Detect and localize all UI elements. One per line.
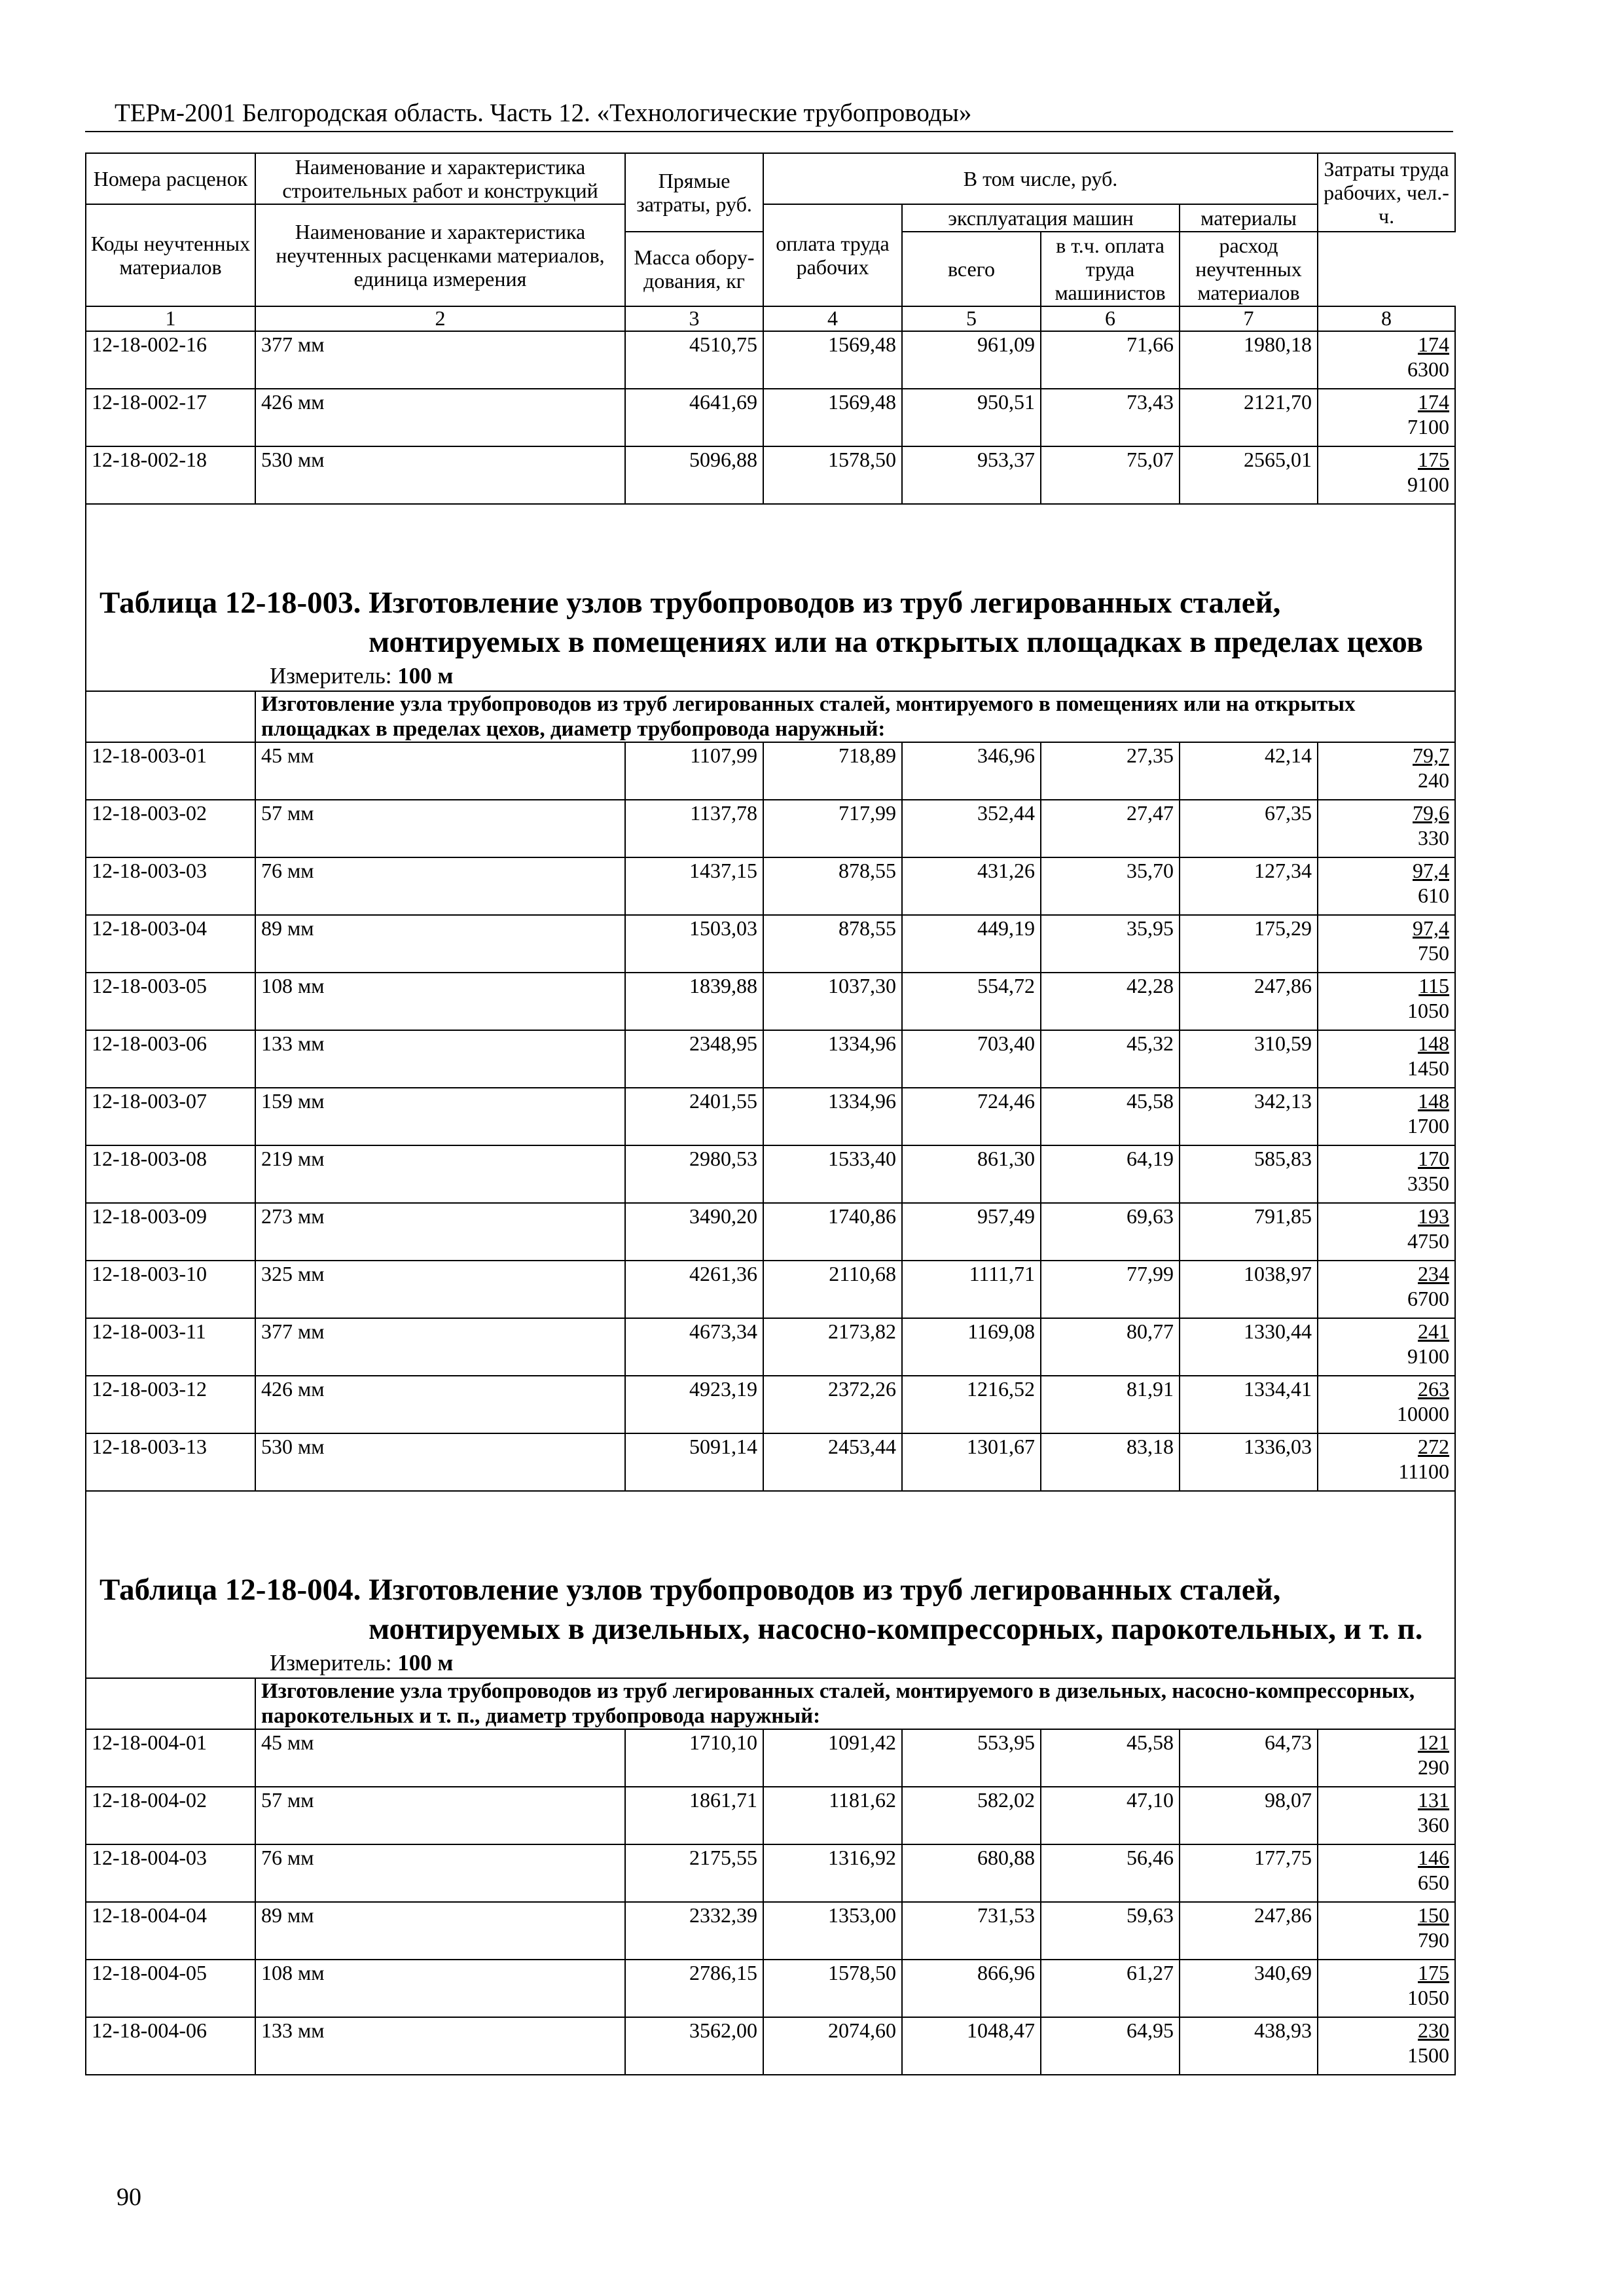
header-row-1	[86, 153, 1455, 204]
rate-name: 219 мм	[255, 1145, 625, 1203]
operator-labor-cost: 59,63	[1041, 1902, 1180, 1960]
labor-hours-mass-cell	[1318, 1318, 1455, 1376]
materials-cost: 340,69	[1180, 1960, 1318, 2017]
rate-code: 12-18-004-02	[86, 1787, 255, 1844]
rate-code: 12-18-003-06	[86, 1030, 255, 1088]
labor-hours: 175	[1418, 448, 1450, 471]
equipment-mass: 1050	[1407, 1986, 1450, 2009]
operator-labor-cost: 80,77	[1041, 1318, 1180, 1376]
labor-hours: 175	[1418, 1961, 1450, 1984]
labor-hours-mass-cell	[1318, 1787, 1455, 1844]
labor-cost: 1578,50	[763, 1960, 902, 2017]
labor-hours: 97,4	[1413, 916, 1450, 940]
rate-code: 12-18-003-12	[86, 1376, 255, 1433]
equipment-mass: 10000	[1397, 1402, 1450, 1426]
rate-code: 12-18-004-05	[86, 1960, 255, 2017]
equipment-mass: 1700	[1407, 1114, 1450, 1138]
running-head: ТЕРм-2001 Белгородская область. Часть 12. «Технологические трубопроводы»	[115, 99, 972, 127]
hdr-col6: в т.ч. оплата труда машинистов	[1041, 232, 1180, 306]
labor-hours: 170	[1418, 1147, 1450, 1170]
labor-cost: 2173,82	[763, 1318, 902, 1376]
labor-cost: 1578,50	[763, 446, 902, 504]
direct-cost: 1107,99	[625, 742, 763, 800]
labor-hours-mass-cell	[1318, 1729, 1455, 1787]
labor-cost: 1334,96	[763, 1030, 902, 1088]
materials-cost: 438,93	[1180, 2017, 1318, 2075]
labor-hours: 241	[1418, 1319, 1450, 1343]
rate-code: 12-18-003-09	[86, 1203, 255, 1261]
table-row	[86, 446, 1455, 504]
machine-cost: 703,40	[902, 1030, 1041, 1088]
equipment-mass: 11100	[1398, 1460, 1450, 1483]
labor-hours-mass-cell	[1318, 915, 1455, 973]
direct-cost: 2980,53	[625, 1145, 763, 1203]
operator-labor-cost: 64,95	[1041, 2017, 1180, 2075]
column-number-row	[86, 306, 1455, 331]
labor-cost: 2372,26	[763, 1376, 902, 1433]
labor-cost: 2110,68	[763, 1261, 902, 1318]
rate-name: 426 мм	[255, 389, 625, 446]
machine-cost: 1111,71	[902, 1261, 1041, 1318]
equipment-mass: 360	[1418, 1813, 1450, 1837]
subheader-empty	[86, 1678, 255, 1729]
equipment-mass: 4750	[1407, 1229, 1450, 1253]
table-row	[86, 389, 1455, 446]
table-row	[86, 1030, 1455, 1088]
materials-cost: 791,85	[1180, 1203, 1318, 1261]
operator-labor-cost: 75,07	[1041, 446, 1180, 504]
table-title-row	[86, 1491, 1455, 1678]
labor-hours-mass-cell	[1318, 331, 1455, 389]
direct-cost: 2348,95	[625, 1030, 763, 1088]
hdr-col8-top: Затраты труда рабочих, чел.-ч.	[1318, 153, 1455, 232]
materials-cost: 64,73	[1180, 1729, 1318, 1787]
labor-hours: 97,4	[1413, 859, 1450, 882]
operator-labor-cost: 77,99	[1041, 1261, 1180, 1318]
equipment-mass: 3350	[1407, 1172, 1450, 1195]
materials-cost: 98,07	[1180, 1787, 1318, 1844]
operator-labor-cost: 47,10	[1041, 1787, 1180, 1844]
rate-name: 76 мм	[255, 857, 625, 915]
direct-cost: 4510,75	[625, 331, 763, 389]
equipment-mass: 7100	[1407, 415, 1450, 439]
table-row	[86, 331, 1455, 389]
col-number: 8	[1318, 306, 1455, 331]
direct-cost: 5091,14	[625, 1433, 763, 1491]
labor-hours-mass-cell	[1318, 1844, 1455, 1902]
equipment-mass: 6700	[1407, 1287, 1450, 1310]
materials-cost: 247,86	[1180, 973, 1318, 1030]
rate-name: 76 мм	[255, 1844, 625, 1902]
direct-cost: 4923,19	[625, 1376, 763, 1433]
labor-hours-mass-cell	[1318, 1433, 1455, 1491]
header-row-2	[86, 204, 1455, 232]
labor-cost: 1353,00	[763, 1902, 902, 1960]
measure-value: 100 м	[397, 663, 454, 689]
labor-hours: 148	[1418, 1089, 1450, 1113]
machine-cost: 582,02	[902, 1787, 1041, 1844]
table-title	[86, 1570, 1454, 1649]
hdr-col2-bottom: Наименование и характеристика неучтенных расценками материалов, единица измерения	[255, 204, 625, 306]
labor-cost: 1569,48	[763, 389, 902, 446]
rate-code: 12-18-003-03	[86, 857, 255, 915]
rate-code: 12-18-002-18	[86, 446, 255, 504]
col-number: 1	[86, 306, 255, 331]
rate-code: 12-18-003-07	[86, 1088, 255, 1145]
direct-cost: 3562,00	[625, 2017, 763, 2075]
table-row	[86, 1376, 1455, 1433]
labor-hours: 131	[1418, 1788, 1450, 1812]
labor-hours: 234	[1418, 1262, 1450, 1285]
hdr-col8-bottom: Масса обору-дования, кг	[625, 232, 763, 306]
materials-cost: 1980,18	[1180, 331, 1318, 389]
materials-cost: 67,35	[1180, 800, 1318, 857]
labor-cost: 1037,30	[763, 973, 902, 1030]
direct-cost: 5096,88	[625, 446, 763, 504]
machine-cost: 950,51	[902, 389, 1041, 446]
measure	[86, 1649, 1454, 1677]
direct-cost: 2175,55	[625, 1844, 763, 1902]
equipment-mass: 790	[1418, 1928, 1450, 1952]
machine-cost: 1216,52	[902, 1376, 1041, 1433]
direct-cost: 4641,69	[625, 389, 763, 446]
rate-code: 12-18-003-05	[86, 973, 255, 1030]
rate-code: 12-18-003-10	[86, 1261, 255, 1318]
subheader-text: Изготовление узла трубопроводов из труб легированных сталей, монтируемого в помещениях или на открытых площадках в пределах цехов, диаметр трубопровода наружный:	[255, 691, 1455, 742]
subheader-empty	[86, 691, 255, 742]
direct-cost: 1861,71	[625, 1787, 763, 1844]
machine-cost: 866,96	[902, 1960, 1041, 2017]
labor-cost: 878,55	[763, 857, 902, 915]
labor-cost: 878,55	[763, 915, 902, 973]
operator-labor-cost: 61,27	[1041, 1960, 1180, 2017]
hdr-machines: эксплуатация машин	[902, 204, 1180, 232]
measure-value: 100 м	[397, 1650, 454, 1676]
subheader-text: Изготовление узла трубопроводов из труб легированных сталей, монтируемого в дизельных, насосно-компрессорных, парокотельных и т. п., диаметр трубопровода наружный:	[255, 1678, 1455, 1729]
direct-cost: 1137,78	[625, 800, 763, 857]
machine-cost: 680,88	[902, 1844, 1041, 1902]
subheader-row	[86, 691, 1455, 742]
labor-hours-mass-cell	[1318, 857, 1455, 915]
table-label: Таблица 12-18-003.	[99, 586, 361, 620]
materials-cost: 342,13	[1180, 1088, 1318, 1145]
labor-hours: 115	[1418, 974, 1450, 997]
operator-labor-cost: 69,63	[1041, 1203, 1180, 1261]
hdr-col7: расход неучтенных материалов	[1180, 232, 1318, 306]
labor-hours-mass-cell	[1318, 1376, 1455, 1433]
machine-cost: 553,95	[902, 1729, 1041, 1787]
machine-cost: 1048,47	[902, 2017, 1041, 2075]
operator-labor-cost: 71,66	[1041, 331, 1180, 389]
labor-hours-mass-cell	[1318, 800, 1455, 857]
machine-cost: 953,37	[902, 446, 1041, 504]
labor-hours-mass-cell	[1318, 1145, 1455, 1203]
labor-hours: 121	[1418, 1731, 1450, 1754]
rate-code: 12-18-002-16	[86, 331, 255, 389]
rate-code: 12-18-003-04	[86, 915, 255, 973]
materials-cost: 177,75	[1180, 1844, 1318, 1902]
rate-name: 89 мм	[255, 915, 625, 973]
equipment-mass: 9100	[1407, 1344, 1450, 1368]
table-title-cell	[86, 1491, 1455, 1678]
labor-cost: 717,99	[763, 800, 902, 857]
equipment-mass: 290	[1418, 1755, 1450, 1779]
operator-labor-cost: 27,35	[1041, 742, 1180, 800]
hdr-col1-top: Номера расценок	[86, 153, 255, 204]
equipment-mass: 1050	[1407, 999, 1450, 1022]
direct-cost: 1839,88	[625, 973, 763, 1030]
machine-cost: 554,72	[902, 973, 1041, 1030]
labor-cost: 1740,86	[763, 1203, 902, 1261]
table-row	[86, 1088, 1455, 1145]
rate-name: 57 мм	[255, 1787, 625, 1844]
operator-labor-cost: 64,19	[1041, 1145, 1180, 1203]
table-row	[86, 800, 1455, 857]
labor-cost: 1533,40	[763, 1145, 902, 1203]
hdr-col1-bottom: Коды неучтенных материалов	[86, 204, 255, 306]
direct-cost: 1710,10	[625, 1729, 763, 1787]
equipment-mass: 1450	[1407, 1056, 1450, 1080]
operator-labor-cost: 27,47	[1041, 800, 1180, 857]
table-row	[86, 915, 1455, 973]
materials-cost: 2121,70	[1180, 389, 1318, 446]
machine-cost: 861,30	[902, 1145, 1041, 1203]
operator-labor-cost: 42,28	[1041, 973, 1180, 1030]
operator-labor-cost: 56,46	[1041, 1844, 1180, 1902]
rate-name: 426 мм	[255, 1376, 625, 1433]
labor-hours-mass-cell	[1318, 446, 1455, 504]
labor-hours: 193	[1418, 1204, 1450, 1228]
rate-name: 377 мм	[255, 1318, 625, 1376]
labor-hours-mass-cell	[1318, 1030, 1455, 1088]
measure-label: Измеритель:	[270, 1650, 392, 1676]
table-row	[86, 1261, 1455, 1318]
labor-hours-mass-cell	[1318, 1902, 1455, 1960]
labor-hours-mass-cell	[1318, 973, 1455, 1030]
rate-code: 12-18-003-02	[86, 800, 255, 857]
machine-cost: 724,46	[902, 1088, 1041, 1145]
machine-cost: 352,44	[902, 800, 1041, 857]
labor-hours: 174	[1418, 332, 1450, 356]
labor-hours-mass-cell	[1318, 1960, 1455, 2017]
operator-labor-cost: 83,18	[1041, 1433, 1180, 1491]
machine-cost: 731,53	[902, 1902, 1041, 1960]
col-number: 6	[1041, 306, 1180, 331]
direct-cost: 1503,03	[625, 915, 763, 973]
labor-cost: 1334,96	[763, 1088, 902, 1145]
measure-label: Измеритель:	[270, 663, 392, 689]
rate-code: 12-18-004-04	[86, 1902, 255, 1960]
machine-cost: 1301,67	[902, 1433, 1041, 1491]
labor-cost: 2453,44	[763, 1433, 902, 1491]
table-row	[86, 1902, 1455, 1960]
materials-cost: 1038,97	[1180, 1261, 1318, 1318]
materials-cost: 1330,44	[1180, 1318, 1318, 1376]
labor-hours: 148	[1418, 1031, 1450, 1055]
materials-cost: 1334,41	[1180, 1376, 1318, 1433]
table-title-cell	[86, 504, 1455, 691]
table-title-text: Изготовление узлов трубопроводов из труб легированных сталей, монтируемых в помещениях или на открытых площадках в пределах цехов	[369, 586, 1424, 659]
direct-cost: 4261,36	[625, 1261, 763, 1318]
header-rule	[85, 131, 1453, 132]
labor-hours: 174	[1418, 390, 1450, 414]
rate-name: 530 мм	[255, 1433, 625, 1491]
rate-code: 12-18-003-11	[86, 1318, 255, 1376]
page-number: 90	[117, 2183, 141, 2211]
machine-cost: 957,49	[902, 1203, 1041, 1261]
table-title-text: Изготовление узлов трубопроводов из труб легированных сталей, монтируемых в дизельных, насосно-компрессорных, парокотельных, и т. п.	[369, 1573, 1423, 1646]
labor-hours-mass-cell	[1318, 742, 1455, 800]
labor-hours-mass-cell	[1318, 1261, 1455, 1318]
equipment-mass: 750	[1418, 941, 1450, 965]
labor-hours-mass-cell	[1318, 1203, 1455, 1261]
col-number: 4	[763, 306, 902, 331]
equipment-mass: 1500	[1407, 2043, 1450, 2067]
table-title	[86, 583, 1454, 662]
rate-name: 530 мм	[255, 446, 625, 504]
operator-labor-cost: 35,95	[1041, 915, 1180, 973]
rate-code: 12-18-004-03	[86, 1844, 255, 1902]
table-row	[86, 742, 1455, 800]
table-row	[86, 1844, 1455, 1902]
equipment-mass: 6300	[1407, 357, 1450, 381]
rate-name: 89 мм	[255, 1902, 625, 1960]
col-number: 5	[902, 306, 1041, 331]
equipment-mass: 330	[1418, 826, 1450, 850]
materials-cost: 42,14	[1180, 742, 1318, 800]
direct-cost: 4673,34	[625, 1318, 763, 1376]
hdr-group: В том числе, руб.	[763, 153, 1318, 204]
materials-cost: 175,29	[1180, 915, 1318, 973]
rate-name: 108 мм	[255, 973, 625, 1030]
rate-name: 377 мм	[255, 331, 625, 389]
rate-code: 12-18-003-01	[86, 742, 255, 800]
rate-name: 273 мм	[255, 1203, 625, 1261]
labor-cost: 1091,42	[763, 1729, 902, 1787]
labor-hours-mass-cell	[1318, 2017, 1455, 2075]
table-row	[86, 857, 1455, 915]
hdr-col3: Прямые затраты, руб.	[625, 153, 763, 232]
direct-cost: 3490,20	[625, 1203, 763, 1261]
rate-name: 108 мм	[255, 1960, 625, 2017]
table-title-row	[86, 504, 1455, 691]
operator-labor-cost: 45,58	[1041, 1088, 1180, 1145]
col-number: 3	[625, 306, 763, 331]
rate-name: 325 мм	[255, 1261, 625, 1318]
labor-hours: 272	[1418, 1435, 1450, 1458]
direct-cost: 1437,15	[625, 857, 763, 915]
rate-name: 133 мм	[255, 1030, 625, 1088]
rate-code: 12-18-004-06	[86, 2017, 255, 2075]
table-row	[86, 1145, 1455, 1203]
operator-labor-cost: 35,70	[1041, 857, 1180, 915]
hdr-materials: материалы	[1180, 204, 1318, 232]
rate-name: 133 мм	[255, 2017, 625, 2075]
col-number: 7	[1180, 306, 1318, 331]
labor-hours: 230	[1418, 2018, 1450, 2042]
direct-cost: 2401,55	[625, 1088, 763, 1145]
labor-hours: 79,6	[1413, 801, 1450, 825]
table-row	[86, 1203, 1455, 1261]
labor-hours-mass-cell	[1318, 389, 1455, 446]
labor-hours: 263	[1418, 1377, 1450, 1401]
table-row	[86, 1729, 1455, 1787]
labor-hours-mass-cell	[1318, 1088, 1455, 1145]
labor-cost: 2074,60	[763, 2017, 902, 2075]
labor-cost: 718,89	[763, 742, 902, 800]
hdr-col2-top: Наименование и характеристика строительных работ и конструкций	[255, 153, 625, 204]
materials-cost: 310,59	[1180, 1030, 1318, 1088]
operator-labor-cost: 73,43	[1041, 389, 1180, 446]
operator-labor-cost: 45,32	[1041, 1030, 1180, 1088]
machine-cost: 449,19	[902, 915, 1041, 973]
materials-cost: 1336,03	[1180, 1433, 1318, 1491]
rate-code: 12-18-003-13	[86, 1433, 255, 1491]
table-row	[86, 973, 1455, 1030]
labor-cost: 1569,48	[763, 331, 902, 389]
equipment-mass: 9100	[1407, 473, 1450, 496]
equipment-mass: 610	[1418, 884, 1450, 907]
table-row	[86, 1318, 1455, 1376]
labor-hours: 146	[1418, 1846, 1450, 1869]
rate-code: 12-18-003-08	[86, 1145, 255, 1203]
machine-cost: 346,96	[902, 742, 1041, 800]
rate-name: 57 мм	[255, 800, 625, 857]
equipment-mass: 650	[1418, 1871, 1450, 1894]
labor-cost: 1181,62	[763, 1787, 902, 1844]
materials-cost: 585,83	[1180, 1145, 1318, 1203]
operator-labor-cost: 81,91	[1041, 1376, 1180, 1433]
col-number: 2	[255, 306, 625, 331]
rate-code: 12-18-002-17	[86, 389, 255, 446]
rate-name: 45 мм	[255, 742, 625, 800]
table-row	[86, 2017, 1455, 2075]
operator-labor-cost: 45,58	[1041, 1729, 1180, 1787]
direct-cost: 2332,39	[625, 1902, 763, 1960]
rate-code: 12-18-004-01	[86, 1729, 255, 1787]
materials-cost: 127,34	[1180, 857, 1318, 915]
machine-cost: 1169,08	[902, 1318, 1041, 1376]
table-row	[86, 1960, 1455, 2017]
direct-cost: 2786,15	[625, 1960, 763, 2017]
labor-hours: 150	[1418, 1903, 1450, 1927]
hdr-col4: оплата труда рабочих	[763, 204, 902, 306]
table-row	[86, 1787, 1455, 1844]
table-row	[86, 1433, 1455, 1491]
equipment-mass: 240	[1418, 768, 1450, 792]
rate-name: 159 мм	[255, 1088, 625, 1145]
price-table	[85, 152, 1456, 2075]
machine-cost: 431,26	[902, 857, 1041, 915]
labor-cost: 1316,92	[763, 1844, 902, 1902]
subheader-row	[86, 1678, 1455, 1729]
rate-name: 45 мм	[255, 1729, 625, 1787]
materials-cost: 247,86	[1180, 1902, 1318, 1960]
table-label: Таблица 12-18-004.	[99, 1573, 361, 1607]
machine-cost: 961,09	[902, 331, 1041, 389]
labor-hours: 79,7	[1413, 744, 1450, 767]
measure	[86, 662, 1454, 691]
materials-cost: 2565,01	[1180, 446, 1318, 504]
hdr-col5: всего	[902, 232, 1041, 306]
